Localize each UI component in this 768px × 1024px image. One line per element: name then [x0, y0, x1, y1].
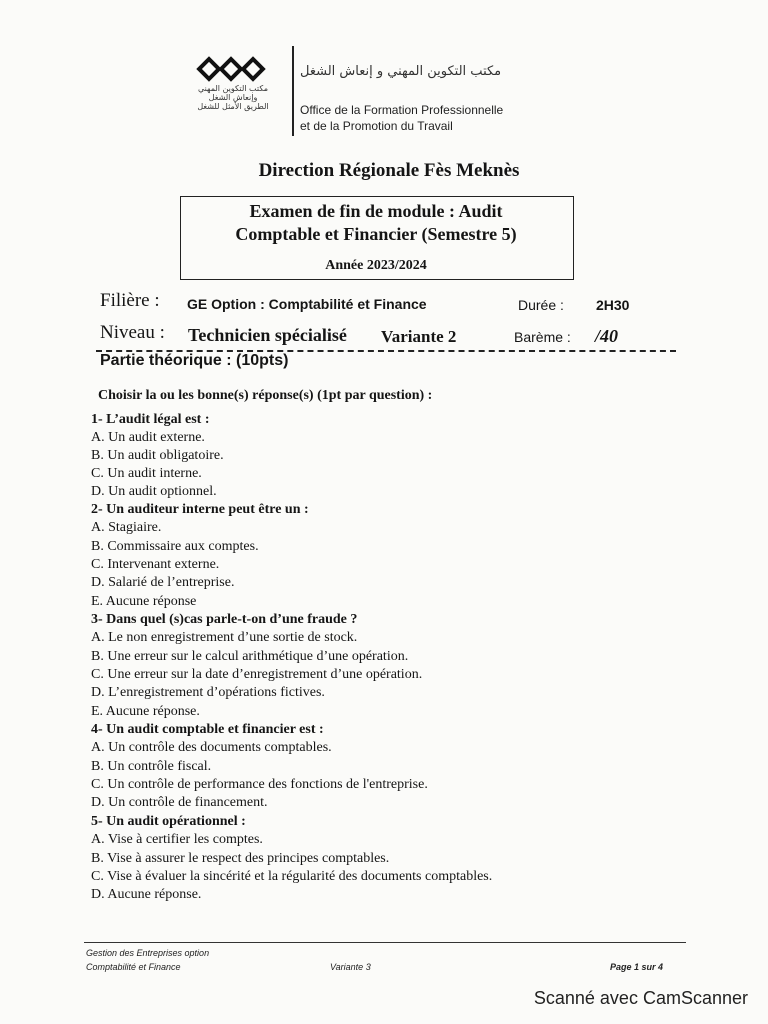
duree-value: 2H30	[596, 297, 630, 313]
header-divider	[292, 46, 294, 136]
footer-page-number: Page 1 sur 4	[610, 962, 664, 972]
org-name-arabic: مكتب التكوين المهني و إنعاش الشغل	[300, 64, 502, 79]
option: E. Aucune réponse.	[91, 704, 200, 719]
option: C. Un audit interne.	[91, 466, 202, 481]
option: D. Salarié de l’entreprise.	[91, 575, 235, 590]
option: E. Aucune réponse	[91, 594, 197, 609]
bareme-value: /40	[595, 326, 619, 346]
footer-divider	[84, 942, 686, 943]
niveau-value: Technicien spécialisé	[188, 325, 347, 345]
variante-label: Variante 2	[381, 327, 457, 346]
option: A. Vise à certifier les comptes.	[91, 832, 263, 847]
option: A. Stagiaire.	[91, 520, 162, 535]
option: D. Un contrôle de financement.	[91, 795, 268, 810]
question-1: 1- L’audit légal est :	[91, 412, 210, 427]
org-name-line1: Office de la Formation Professionnelle	[300, 103, 504, 117]
option: A. Un contrôle des documents comptables.	[91, 740, 332, 755]
question-3: 3- Dans quel (s)cas parle-t-on d’une fraude ?	[91, 612, 358, 627]
option: B. Commissaire aux comptes.	[91, 539, 259, 554]
question-2: 2- Un auditeur interne peut être un :	[91, 502, 309, 517]
filiere-label: Filière :	[100, 290, 160, 311]
camscanner-watermark: Scanné avec CamScanner	[533, 988, 748, 1008]
question-4: 4- Un audit comptable et financier est :	[91, 722, 324, 737]
option: C. Vise à évaluer la sincérité et la régularité des documents comptables.	[91, 869, 493, 884]
filiere-value: GE Option : Comptabilité et Finance	[187, 296, 427, 312]
footer-line2: Comptabilité et Finance	[86, 962, 181, 972]
instructions: Choisir la ou les bonne(s) réponse(s) (1pt par question) :	[98, 388, 433, 403]
option: A. Un audit externe.	[91, 430, 205, 445]
option: C. Intervenant externe.	[91, 557, 220, 572]
footer-line1: Gestion des Entreprises option	[86, 948, 210, 958]
option: D. L’enregistrement d’opérations fictives.	[91, 685, 325, 700]
duree-label: Durée :	[518, 297, 564, 313]
bareme-label: Barème :	[514, 329, 571, 345]
exam-title	[180, 200, 572, 246]
option: B. Un contrôle fiscal.	[91, 759, 212, 774]
option: D. Aucune réponse.	[91, 887, 202, 902]
exam-title-line2: Comptable et Financier (Semestre 5)	[235, 224, 517, 244]
logo-arabic-caption: مكتب التكوين المهني وإنعاش الشغل الطريق الأمثل للشغل	[197, 84, 269, 111]
section-title: Partie théorique : (10pts)	[100, 352, 289, 369]
option: B. Un audit obligatoire.	[91, 448, 224, 463]
exam-title-line1: Examen de fin de module : Audit	[249, 201, 503, 221]
exam-year: Année 2023/2024	[325, 258, 427, 273]
niveau-label: Niveau :	[100, 322, 165, 343]
option: C. Un contrôle de performance des fonctions de l'entreprise.	[91, 777, 428, 792]
option: D. Un audit optionnel.	[91, 484, 217, 499]
org-name-line2: et de la Promotion du Travail	[300, 119, 453, 133]
question-5: 5- Un audit opérationnel :	[91, 814, 246, 829]
option: A. Le non enregistrement d’une sortie de stock.	[91, 630, 358, 645]
footer-variante: Variante 3	[330, 962, 371, 972]
option: B. Une erreur sur le calcul arithmétique d’une opération.	[91, 649, 409, 664]
option: B. Vise à assurer le respect des principes comptables.	[91, 851, 390, 866]
direction-title: Direction Régionale Fès Meknès	[258, 160, 520, 181]
option: C. Une erreur sur la date d’enregistrement d’une opération.	[91, 667, 423, 682]
